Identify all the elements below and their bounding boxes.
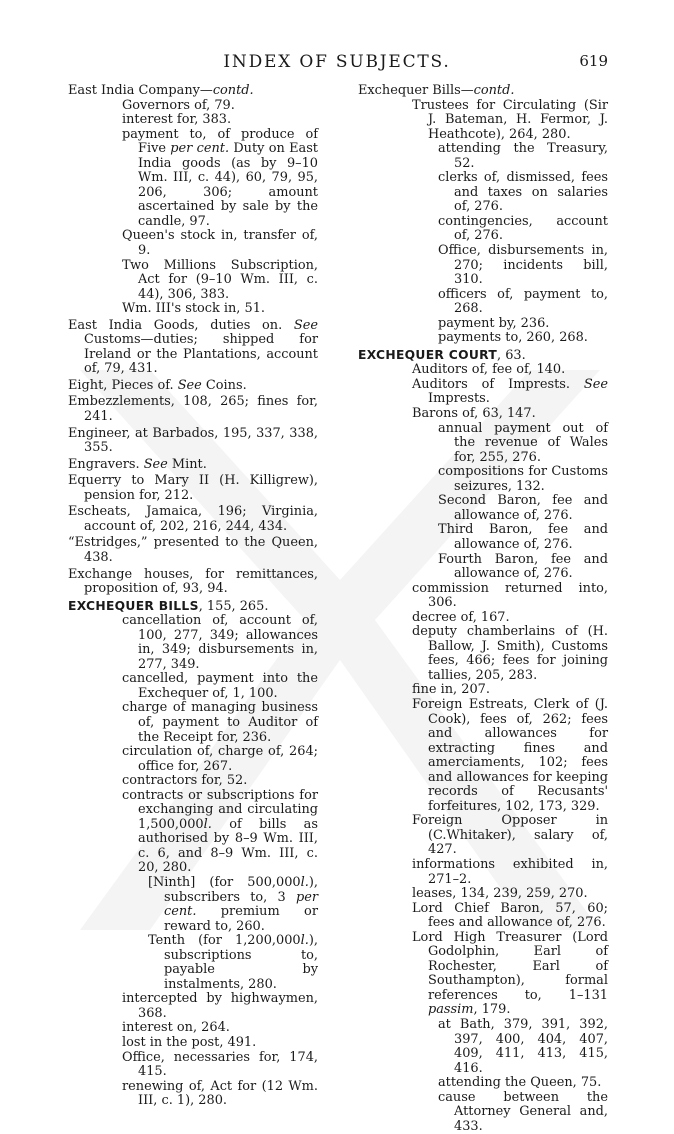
entry-text: annual payment out of the revenue of Wales for, 255, 276. [438, 420, 608, 465]
entry-text: contd. [473, 83, 515, 98]
index-entry [412, 609, 608, 626]
index-entry [68, 83, 318, 99]
index-entry [122, 301, 318, 317]
entry-text: fine in, 207. [412, 682, 490, 698]
index-heading: EXCHEQUER BILLS [68, 598, 199, 613]
index-entry [412, 376, 608, 407]
entry-text: ), subscriptions to, payable by instalments, 280. [164, 933, 318, 992]
entry-text: per cent. [164, 889, 318, 920]
index-entry [122, 126, 318, 230]
index-entry [412, 696, 608, 814]
index-entry [438, 170, 608, 215]
entry-text: charge of managing business of, payment to Auditor of the Receipt for, 236. [122, 700, 318, 745]
entry-text: , 155, 265. [198, 598, 269, 614]
entry-text: Coins. [201, 377, 247, 393]
entry-text: interest for, 383. [122, 112, 232, 128]
index-entry [438, 1089, 608, 1134]
entry-text: commission returned into, 306. [412, 580, 608, 611]
entry-text: Lord Chief Baron, 57, 60; fees and allowance of, 276. [412, 900, 608, 931]
index-entry [122, 97, 318, 114]
index-entry [122, 1020, 318, 1036]
index-entry [68, 473, 318, 503]
entry-text: Engineer, at Barbados, 195, 337, 338, 355. [68, 425, 318, 456]
entry-text: Foreign Estreats, Clerk of (J. Cook), fees of, 262; fees and allowances for extracting fines and amerciaments, 102; fees and allowances for keeping records of Recusants' forfeitures, 102, 173, 329. [412, 696, 608, 814]
index-entry [438, 420, 608, 466]
entry-text: ), subscribers to, 3 [164, 874, 318, 905]
entry-text: “Estridges,” presented to the Queen, 438. [68, 535, 318, 565]
entry-text: renewing of, Act for (12 Wm. III, c. 1), 280. [122, 1078, 318, 1109]
index-entry [438, 243, 608, 288]
page-header [66, 52, 608, 74]
index-entry [438, 464, 608, 494]
entry-text: East India Goods, duties on. [68, 317, 294, 333]
index-entry [122, 700, 318, 745]
index-entry [122, 991, 318, 1021]
index-entry [122, 787, 318, 876]
entry-text: , 179. [473, 1002, 511, 1018]
index-entry [68, 456, 318, 473]
index-entry [68, 394, 318, 425]
entry-text: of bills as authorised by 8–9 Wm. III, c. 6, and 8–9 Wm. III, c. 20, 280. [138, 816, 318, 876]
index-entry [438, 286, 608, 317]
entry-text: Lord High Treasurer (Lord Godolphin, Earl of Rochester, Earl of Southampton), formal references to, 1–131 [412, 929, 608, 1003]
entry-text: Equerry to Mary II (H. Killigrew), pension for, 212. [68, 473, 318, 503]
index-entry [412, 406, 608, 422]
entry-text: officers of, payment to, 268. [438, 286, 608, 317]
entry-text: per cent. [170, 141, 230, 157]
index-entry [68, 598, 318, 615]
entry-text: See [583, 376, 608, 392]
index-entry [122, 773, 318, 789]
index-entry [412, 580, 608, 611]
index-entry [412, 929, 608, 1018]
index-entry [148, 874, 318, 934]
index-entry [438, 522, 608, 552]
entry-text: informations exhibited in, 271–2. [412, 856, 608, 887]
entry-text: l. [300, 933, 309, 949]
entry-text: contd. [212, 83, 254, 98]
entry-text: Engravers. [68, 456, 144, 472]
entry-text: payments to, 260, 268. [438, 330, 588, 346]
index-entry [412, 900, 608, 931]
entry-text: Auditors of Imprests. [412, 376, 584, 392]
index-entry [68, 425, 318, 456]
index-entry [412, 886, 608, 902]
entry-text: compositions for Customs seizures, 132. [438, 464, 608, 494]
entry-text: contracts or subscriptions for exchanging and circulating 1,500,000 [122, 787, 318, 832]
index-entry [122, 257, 318, 303]
entry-text: See [143, 456, 168, 472]
index-entry [122, 613, 318, 672]
entry-text: Embezzlements, 108, 265; fines for, 241. [68, 394, 318, 425]
index-entry [68, 317, 318, 377]
index-entry [412, 813, 608, 858]
entry-text: cause between the Attorney General and, 433. [438, 1089, 608, 1134]
entry-text: Eight, Pieces of. [68, 377, 178, 393]
entry-text: [Ninth] (for 500,000 [148, 874, 301, 890]
entry-text: payment by, 236. [438, 315, 550, 331]
entry-text: contingencies, account of, 276. [438, 213, 608, 244]
entry-text: Imprests. [428, 391, 490, 407]
entry-text: Escheats, Jamaica, 196; Virginia, account of, 202, 216, 244, 434. [68, 504, 318, 534]
entry-text: decree of, 167. [412, 609, 510, 625]
entry-text: Fourth Baron, fee and allowance of, 276. [438, 551, 608, 582]
entry-text: , 63. [497, 347, 526, 363]
entry-text: circulation of, charge of, 264; office for, 267. [122, 744, 318, 774]
index-entry [68, 566, 318, 597]
index-entry [412, 856, 608, 887]
index-entry [122, 1049, 318, 1080]
entry-text: Tenth (for 1,200,000 [148, 933, 301, 949]
entry-text: Barons of, 63, 147. [412, 406, 536, 422]
entry-text: Foreign Opposer in (C.Whitaker), salary of, 427. [412, 813, 608, 858]
entry-text: Two Millions Subscription, Act for (9–10 Wm. III, c. 44), 306, 383. [122, 257, 318, 302]
index-entry [438, 493, 608, 523]
entry-text: Duty on East India goods (as by 9–10 Wm. III, c. 44), 60, 79, 95, 206, 306; amount ascertained by sale by the candle, 97. [138, 141, 318, 229]
entry-text: clerks of, dismissed, fees and taxes on salaries of, 276. [438, 170, 608, 215]
entry-text: Trustees for Circulating (Sir J. Bateman, H. Fermor, J. Heathcote), 264, 280. [412, 97, 608, 142]
entry-text: Queen's stock in, transfer of, 9. [122, 228, 318, 259]
entry-text: East India Company— [68, 83, 213, 98]
entry-text: Governors of, 79. [122, 97, 235, 113]
index-entry [68, 377, 318, 394]
left-column [68, 84, 318, 1109]
entry-text: Third Baron, fee and allowance of, 276. [438, 522, 608, 552]
entry-text: Office, disbursements in, 270; incidents bill, 310. [438, 243, 608, 288]
entry-text: l. [203, 816, 212, 832]
index-entry [122, 228, 318, 259]
entry-text: Customs—duties; shipped for Ireland or the Plantations, account of, 79, 431. [84, 332, 318, 377]
index-entry [358, 347, 608, 364]
index-entry [122, 744, 318, 774]
entry-text: contractors for, 52. [122, 773, 248, 789]
index-entry [122, 112, 318, 128]
entry-text: payment to, of produce of Five [122, 126, 318, 157]
index-entry [438, 141, 608, 171]
entry-text: Wm. III's stock in, 51. [122, 301, 266, 317]
entry-text: leases, 134, 239, 259, 270. [412, 886, 588, 902]
entry-text: attending the Queen, 75. [438, 1075, 602, 1091]
index-entry [438, 315, 608, 332]
index-entry [438, 213, 608, 244]
entry-text: Office, necessaries for, 174, 415. [122, 1049, 318, 1080]
index-entry [438, 1017, 608, 1076]
entry-text: See [293, 317, 318, 333]
entry-text: Mint. [167, 456, 207, 472]
index-entry [412, 97, 608, 143]
right-column [358, 84, 608, 1134]
index-entry [438, 330, 608, 346]
index-entry [358, 83, 608, 99]
index-heading: EXCHEQUER COURT [358, 347, 498, 362]
index-entry [438, 551, 608, 582]
entry-text: passim [428, 1002, 474, 1018]
entry-text: deputy chamberlains of (H. Ballow, J. Smith), Customs fees, 466; fees for joining tallies, 205, 283. [412, 624, 608, 683]
entry-text: Exchange houses, for remittances, proposition of, 93, 94. [68, 566, 318, 597]
entry-text: interest on, 264. [122, 1020, 230, 1036]
entry-text: attending the Treasury, 52. [438, 141, 608, 171]
entry-text: Exchequer Bills— [358, 83, 474, 98]
index-entry [122, 1078, 318, 1109]
index-entry [412, 682, 608, 698]
entry-text: Auditors of, fee of, 140. [412, 362, 566, 378]
index-entry [68, 504, 318, 534]
page-title: INDEX OF SUBJECTS. [223, 52, 451, 72]
entry-text: at Bath, 379, 391, 392, 397, 400, 404, 407, 409, 411, 413, 415, 416. [438, 1017, 608, 1076]
index-entry [412, 624, 608, 683]
entry-text: cancellation of, account of, 100, 277, 349; allowances in, 349; disbursements in, 277, 349. [122, 613, 318, 672]
entry-text: intercepted by highwaymen, 368. [122, 991, 318, 1021]
entry-text: l. [300, 874, 309, 890]
index-entry [122, 671, 318, 701]
page-number: 619 [579, 52, 608, 70]
entry-text: See [177, 377, 202, 393]
index-entry [122, 1035, 318, 1051]
index-entry [68, 535, 318, 565]
entry-text: Second Baron, fee and allowance of, 276. [438, 493, 608, 523]
index-entry [412, 362, 608, 378]
index-entry [148, 933, 318, 992]
entry-text: lost in the post, 491. [122, 1035, 257, 1050]
entry-text: premium or reward to, 260. [164, 904, 318, 934]
index-entry [438, 1075, 608, 1091]
entry-text: cancelled, payment into the Exchequer of, 1, 100. [122, 671, 318, 701]
